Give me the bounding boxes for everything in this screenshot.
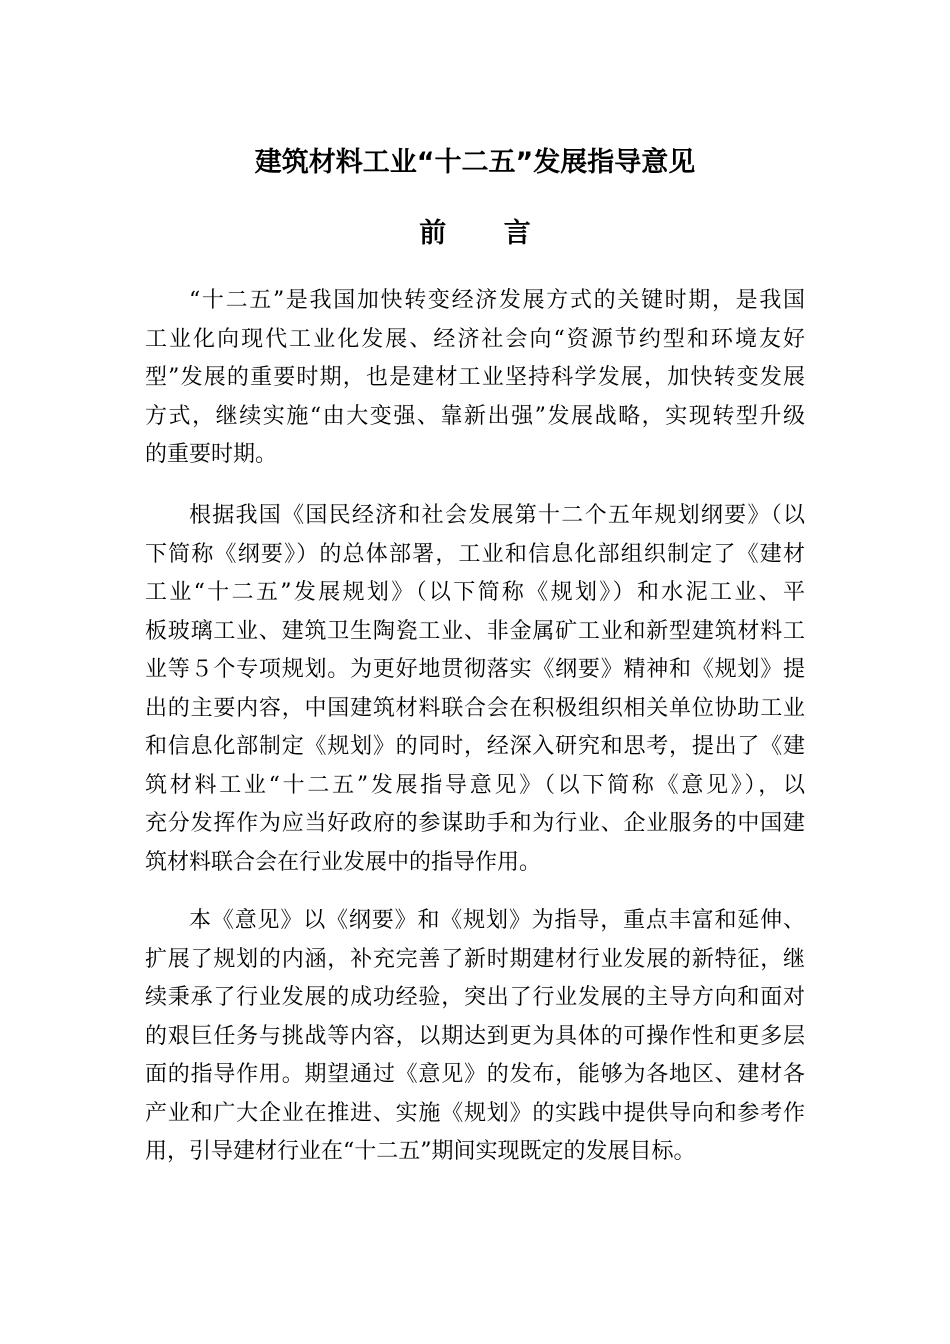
paragraph-line: 扩展了规划的内涵，补充完善了新时期建材行业发展的新特征，继 [145,946,805,972]
paragraph-line: 下简称《纲要》）的总体部署，工业和信息化部组织制定了《建材 [145,541,805,567]
paragraph-line: 产业和广大企业在推进、实施《规划》的实践中提供导向和参考作 [145,1100,805,1126]
paragraph-line: 工业化向现代工业化发展、经济社会向“资源节约型和环境友好 [145,326,805,352]
paragraph-2 [145,497,805,882]
paragraph-line: “十二五”是我国加快转变经济发展方式的关键时期，是我国 [189,288,805,313]
paragraph-line: 续秉承了行业发展的成功经验，突出了行业发展的主导方向和面对 [145,985,805,1010]
section-heading-preface: 前 言 [419,218,555,249]
paragraph-line: 工业“十二五”发展规划》（以下简称《规划》）和水泥工业、平 [145,580,805,605]
paragraph-3 [145,902,805,1172]
paragraph-line: 的艰巨任务与挑战等内容，以期达到更为具体的可操作性和更多层 [145,1023,805,1049]
paragraph-line: 方式，继续实施“由大变强、靠新出强”发展战略，实现转型升级 [145,403,805,429]
paragraph-line: 面的指导作用。期望通过《意见》的发布，能够为各地区、建材各 [145,1062,805,1087]
paragraph-line: 筑材料联合会在行业发展中的指导作用。 [145,849,542,875]
paragraph-line: 出的主要内容，中国建筑材料联合会在积极组织相关单位协助工业 [145,695,805,721]
paragraph-line: 充分发挥作为应当好政府的参谋助手和为行业、企业服务的中国建 [145,811,805,836]
paragraph-1 [145,282,805,475]
paragraph-line: 根据我国《国民经济和社会发展第十二个五年规划纲要》（以 [189,503,805,528]
paragraph-line: 筑材料工业“十二五”发展指导意见》（以下简称《意见》），以 [145,772,805,798]
paragraph-line: 和信息化部制定《规划》的同时，经深入研究和思考，提出了《建 [145,734,805,759]
paragraph-line: 板玻璃工业、建筑卫生陶瓷工业、非金属矿工业和新型建筑材料工 [145,618,805,644]
paragraph-line: 本《意见》以《纲要》和《规划》为指导，重点丰富和延伸、 [189,908,805,933]
paragraph-line: 型”发展的重要时期，也是建材工业坚持科学发展，加快转变发展 [145,365,805,390]
document-title: 建筑材料工业“十二五”发展指导意见 [254,147,696,178]
paragraph-line: 的重要时期。 [145,442,278,467]
paragraph-line: 用，引导建材行业在“十二五”期间实现既定的发展目标。 [145,1139,696,1164]
paragraph-line: 业等５个专项规划。为更好地贯彻落实《纲要》精神和《规划》提 [145,657,805,682]
